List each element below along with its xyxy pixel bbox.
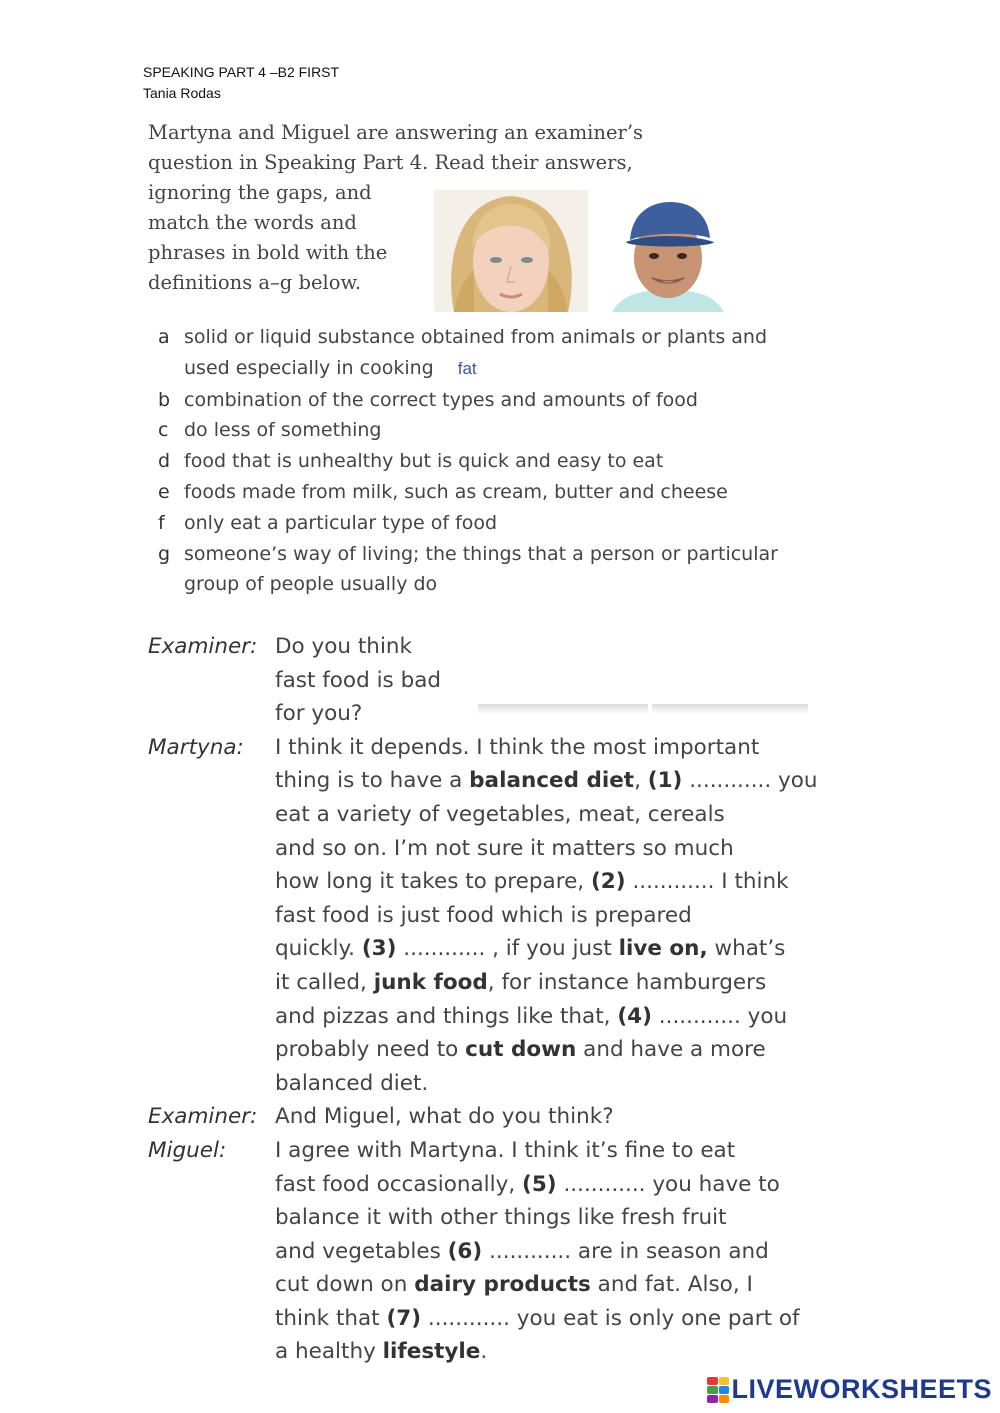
definition-text-content: solid or liquid substance obtained from animals or plants and used especially in cooking	[184, 326, 768, 379]
speaker-label: Examiner:	[148, 1104, 258, 1130]
speech-line	[275, 1000, 828, 1034]
martyna-photo	[434, 190, 588, 312]
gap-number: (1)	[647, 768, 683, 794]
definition-text: food that is unhealthy but is quick and easy to eat	[184, 450, 664, 473]
speech	[275, 731, 828, 1101]
definition-item-e	[158, 477, 798, 508]
definition-item-d	[158, 446, 798, 477]
gap-field[interactable]: ............ I think	[625, 869, 789, 895]
speech-line	[275, 1033, 828, 1067]
definition-item-f	[158, 508, 798, 539]
miguel-photo	[602, 198, 734, 312]
definition-letter: a	[158, 326, 170, 348]
definition-text	[184, 322, 798, 385]
instructions-line: question in Speaking Part 4. Read their answers,	[148, 151, 633, 174]
speech-line: And Miguel, what do you think?	[275, 1104, 614, 1130]
examiner-turn	[148, 1100, 828, 1134]
text: what’s	[707, 936, 786, 962]
speech-line	[275, 1168, 828, 1202]
definitions-list	[158, 322, 798, 600]
speech-line: for you?	[275, 701, 363, 727]
gap-number: (6)	[447, 1238, 483, 1264]
liveworksheets-logo-icon	[707, 1377, 729, 1403]
text: how long it takes to prepare,	[275, 869, 591, 895]
text: quickly.	[275, 936, 362, 962]
speech-line	[275, 764, 828, 798]
definition-letter: e	[158, 480, 170, 503]
logo-block	[719, 1386, 730, 1394]
key-phrase: junk food	[373, 969, 488, 995]
speaker-label: Examiner:	[148, 634, 258, 659]
martyna-turn	[148, 731, 828, 1101]
logo-block	[707, 1395, 718, 1403]
speech-line	[275, 1335, 828, 1369]
gap-number: (5)	[522, 1171, 557, 1197]
gap-field[interactable]: ............ you eat is only one part of	[421, 1305, 800, 1331]
speaker-label: Martyna:	[148, 734, 244, 760]
speech-line: fast food is just food which is prepared	[275, 902, 692, 928]
speech	[275, 1100, 828, 1134]
gap-number: (4)	[617, 1003, 652, 1029]
speech-line	[275, 932, 828, 966]
speech-line: and so on. I’m not sure it matters so much	[275, 835, 734, 861]
definition-letter: f	[158, 511, 165, 534]
instructions-line: ignoring the gaps, and	[148, 181, 372, 204]
gap-number: (7)	[386, 1305, 422, 1331]
definition-text: someone’s way of living; the things that a person or particular group of people usually do	[184, 542, 778, 596]
logo-block	[719, 1395, 730, 1403]
definition-letter: d	[158, 450, 171, 473]
speech-line	[275, 865, 828, 899]
document-header	[143, 62, 339, 104]
speech-line	[275, 1268, 828, 1302]
text: cut down on	[275, 1272, 415, 1298]
text: .	[480, 1339, 488, 1365]
instructions-line: Martyna and Miguel are answering an examiner’s	[148, 121, 644, 144]
gap-field[interactable]: ............ , if you just	[396, 936, 619, 962]
speech-line	[275, 1302, 828, 1336]
text: think that	[275, 1305, 387, 1331]
text: probably need to	[275, 1037, 466, 1063]
definition-letter: b	[158, 388, 171, 411]
text: fast food occasionally,	[275, 1171, 523, 1197]
speech-line	[275, 1235, 828, 1269]
instructions-line: match the words and	[148, 211, 357, 234]
text: ,	[634, 768, 648, 794]
definition-item-b	[158, 385, 798, 416]
document-title: SPEAKING PART 4 –B2 FIRST	[143, 64, 340, 80]
definition-text: foods made from milk, such as cream, butter and cheese	[184, 480, 728, 503]
speech-line: I agree with Martyna. I think it’s fine to eat	[275, 1137, 736, 1163]
key-phrase: lifestyle	[382, 1339, 481, 1365]
text: a healthy	[275, 1339, 383, 1365]
key-phrase: cut down	[465, 1037, 577, 1063]
text: thing is to have a	[275, 768, 470, 794]
gap-field[interactable]: ............ are in season and	[482, 1238, 769, 1264]
gap-field[interactable]: ............ you	[651, 1003, 788, 1029]
speech-line: I think it depends. I think the most important	[275, 734, 760, 760]
answer-field-a[interactable]: fat	[457, 358, 477, 378]
key-phrase: live on,	[618, 936, 708, 962]
logo-block	[707, 1377, 718, 1385]
definition-text: only eat a particular type of food	[184, 511, 498, 534]
dialogue	[148, 630, 828, 1369]
speech-line: balance it with other things like fresh fruit	[275, 1205, 727, 1231]
definition-item-g	[158, 539, 798, 601]
instructions-line: phrases in bold with the	[148, 241, 388, 264]
text: , for instance hamburgers	[487, 969, 767, 995]
definition-text: combination of the correct types and amounts of food	[184, 388, 698, 411]
speech-line	[275, 966, 828, 1000]
text: it called,	[275, 969, 374, 995]
key-phrase: dairy products	[414, 1272, 591, 1298]
instructions-line: definitions a–g below.	[148, 271, 362, 294]
speech-line: eat a variety of vegetables, meat, cereals	[275, 801, 725, 827]
gap-field[interactable]: ............ you	[682, 768, 818, 794]
author-name: Tania Rodas	[143, 85, 221, 101]
gap-number: (3)	[361, 936, 397, 962]
speech-line: Do you think	[275, 634, 412, 659]
definition-letter: c	[158, 419, 169, 442]
definition-letter: g	[158, 542, 171, 565]
definition-item-a	[158, 322, 798, 385]
gap-number: (2)	[590, 869, 626, 895]
speaker-label: Miguel:	[148, 1137, 227, 1163]
text: and vegetables	[275, 1238, 448, 1264]
gap-field[interactable]: ............ you have to	[556, 1171, 780, 1197]
text: and fat. Also, I	[590, 1272, 753, 1298]
definition-item-c	[158, 415, 798, 446]
definition-text: do less of something	[184, 419, 382, 442]
miguel-turn	[148, 1134, 828, 1369]
examiner-turn	[148, 630, 828, 731]
text: and pizzas and things like that,	[275, 1003, 618, 1029]
liveworksheets-logo[interactable]	[707, 1374, 992, 1405]
logo-text: LIVEWORKSHEETS	[731, 1374, 992, 1404]
key-phrase: balanced diet	[469, 768, 635, 794]
speech-line: balanced diet.	[275, 1070, 429, 1096]
logo-block	[707, 1386, 718, 1394]
text: and have a more	[576, 1037, 766, 1063]
speech	[275, 1134, 828, 1369]
speech	[275, 630, 828, 731]
speech-line: fast food is bad	[275, 667, 442, 693]
logo-block	[719, 1377, 730, 1385]
